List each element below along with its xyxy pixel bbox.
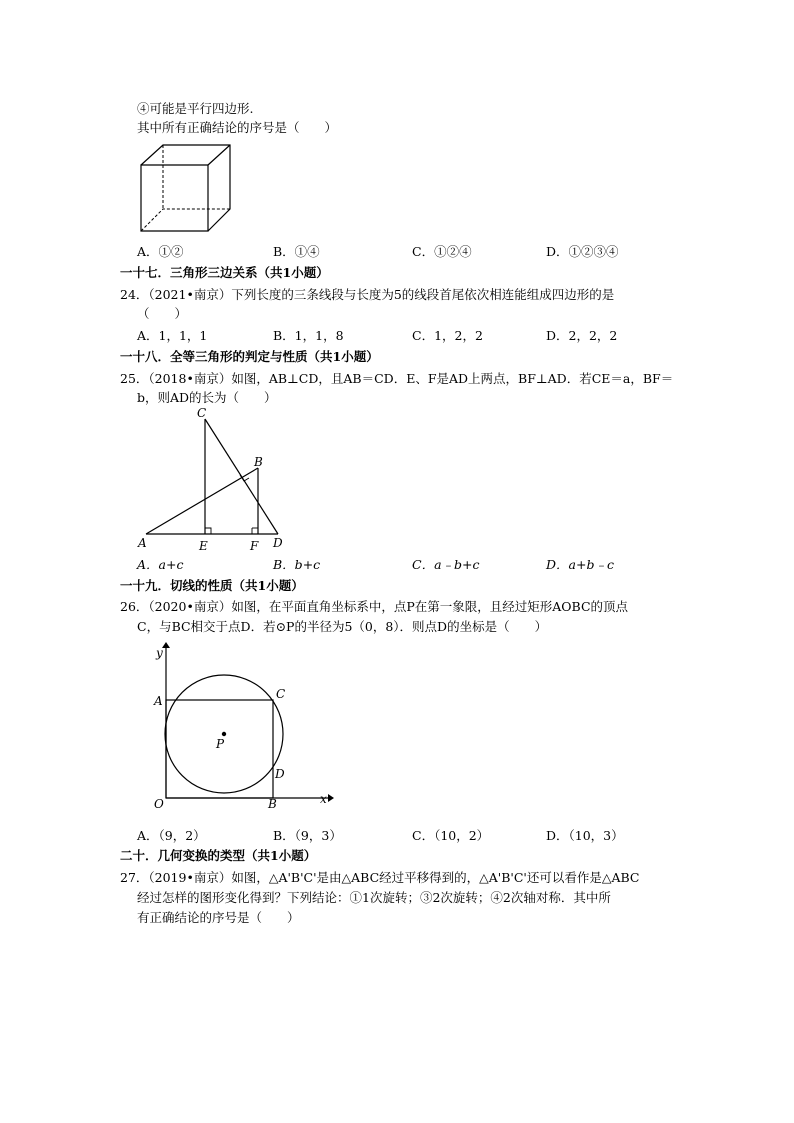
question-prompt: 其中所有正确结论的序号是（ ）: [137, 120, 338, 135]
label-b: B: [254, 455, 263, 469]
label-d: D: [275, 767, 285, 781]
question-27-prompt: 有正确结论的序号是（ ）: [137, 910, 300, 925]
option-d[interactable]: D．①②③④: [546, 244, 619, 259]
option-b[interactable]: B．（9，3）: [273, 828, 342, 843]
label-p: P: [216, 737, 225, 751]
question-26-text-cont: C，与BC相交于点D．若⊙P的半径为5（0，8）．则点D的坐标是（ ）: [137, 619, 548, 634]
option-c[interactable]: C．①②④: [412, 244, 472, 259]
label-c: C: [197, 406, 207, 420]
option-a[interactable]: A．a+c: [137, 557, 184, 572]
question-27-text-cont: 经过怎样的图形变化得到？下列结论：①1次旋转；③2次旋转；④2次轴对称．其中所: [137, 890, 611, 905]
question-24-blank: （ ）: [137, 306, 188, 321]
label-o: O: [154, 797, 164, 811]
option-d[interactable]: D．a+b﹣c: [546, 557, 614, 572]
circle-coordinate-figure: [148, 640, 348, 820]
triangle-figure: [136, 404, 296, 554]
option-b[interactable]: B．1，1，8: [273, 328, 344, 343]
label-e: E: [199, 539, 208, 553]
label-a: A: [138, 536, 147, 550]
section-header-17: 一十七．三角形三边关系（共1小题）: [120, 265, 329, 280]
cube-figure: [138, 143, 238, 233]
option-b[interactable]: B．①④: [273, 244, 320, 259]
option-c[interactable]: C．（10，2）: [412, 828, 490, 843]
question-24-text: 24．（2021•南京）下列长度的三条线段与长度为5的线段首尾依次相连能组成四边形的是: [120, 287, 615, 302]
label-y-axis: y: [156, 646, 163, 660]
label-b: B: [268, 797, 277, 811]
section-header-19: 一十九．切线的性质（共1小题）: [120, 578, 304, 593]
option-a[interactable]: A．（9，2）: [137, 828, 206, 843]
option-d[interactable]: D．2，2，2: [546, 328, 618, 343]
option-d[interactable]: D．（10，3）: [546, 828, 624, 843]
option-a[interactable]: A．①②: [137, 244, 184, 259]
option-a[interactable]: A．1，1，1: [137, 328, 208, 343]
question-26-text: 26．（2020•南京）如图，在平面直角坐标系中，点P在第一象限，且经过矩形AOBC的顶点: [120, 599, 629, 614]
label-x-axis: x: [320, 792, 327, 806]
question-25-text-cont: b，则AD的长为（ ）: [137, 390, 277, 405]
statement-4: ④可能是平行四边形.: [137, 101, 254, 116]
option-c[interactable]: C．1，2，2: [412, 328, 483, 343]
option-c[interactable]: C．a﹣b+c: [412, 557, 480, 572]
option-b[interactable]: B．b+c: [273, 557, 321, 572]
label-d: D: [273, 536, 283, 550]
label-f: F: [250, 539, 259, 553]
section-header-18: 一十八．全等三角形的判定与性质（共1小题）: [120, 349, 379, 364]
label-a: A: [154, 694, 163, 708]
question-25-text: 25．（2018•南京）如图，AB⊥CD，且AB＝CD．E、F是AD上两点，BF⊥AD．若CE＝a，BF＝: [120, 371, 674, 386]
question-27-text: 27．（2019•南京）如图，△A'B'C'是由△ABC经过平移得到的，△A'B'C'还可以看作是△ABC: [120, 870, 640, 885]
label-c: C: [276, 687, 286, 701]
section-header-20: 二十．几何变换的类型（共1小题）: [120, 848, 317, 863]
